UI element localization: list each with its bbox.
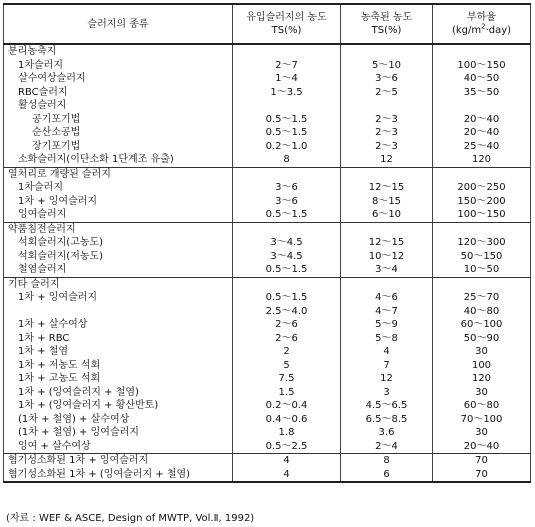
- sludge-type-cell: (1차 + 철염) + 살수여상: [4, 413, 233, 427]
- thickened-ts-cell: 8～15: [341, 195, 433, 209]
- loading-rate-cell: 25～70: [433, 291, 531, 305]
- table-row: [4, 99, 531, 113]
- sludge-type-cell: 석회슬러지(저농도): [4, 250, 233, 264]
- thickened-ts-cell: 5～8: [341, 332, 433, 346]
- table-row: [4, 291, 531, 305]
- loading-rate-cell: 40～80: [433, 305, 531, 319]
- sludge-type-cell: 혐기성소화된 1차 + 잉여슬러지: [4, 454, 233, 468]
- inflow-ts-cell: 0.2～0.4: [233, 399, 341, 413]
- sludge-type-cell: 1차슬러지: [4, 181, 233, 195]
- table-row: [4, 222, 531, 236]
- inflow-ts-cell: 0.5～1.5: [233, 126, 341, 140]
- sludge-type-cell: 장기포기법: [4, 140, 233, 154]
- loading-rate-cell: 50～90: [433, 332, 531, 346]
- header-loading-unit-a: (kg/m: [451, 25, 482, 36]
- header-thickened-line1: 농축된 농도: [360, 12, 413, 23]
- sludge-type-cell: 1차 + 저농도 석회: [4, 359, 233, 373]
- inflow-ts-cell: 0.5～2.5: [233, 440, 341, 454]
- loading-rate-cell: 70～100: [433, 413, 531, 427]
- thickened-ts-cell: 10～12: [341, 250, 433, 264]
- inflow-ts-cell: [233, 99, 341, 113]
- sludge-thickening-table: [3, 3, 531, 483]
- sludge-type-cell: 철염슬러지: [4, 263, 233, 277]
- inflow-ts-cell: 0.4～0.6: [233, 413, 341, 427]
- table-row: [4, 113, 531, 127]
- loading-rate-cell: [433, 222, 531, 236]
- table-row: [4, 140, 531, 154]
- inflow-ts-cell: 2～7: [233, 59, 341, 73]
- loading-rate-cell: 60～80: [433, 399, 531, 413]
- sludge-type-cell: 1차 + RBC: [4, 332, 233, 346]
- table-row: [4, 153, 531, 167]
- sludge-type-cell: 순산소공법: [4, 126, 233, 140]
- thickened-ts-cell: 3～6: [341, 72, 433, 86]
- header-loading-unit-sup: 2: [481, 22, 486, 31]
- sludge-type-cell: 열처리로 개량된 슬러지: [4, 167, 233, 181]
- inflow-ts-cell: 1～4: [233, 72, 341, 86]
- inflow-ts-cell: [233, 222, 341, 236]
- table-row: [4, 86, 531, 100]
- inflow-ts-cell: 0.5～1.5: [233, 291, 341, 305]
- thickened-ts-cell: [341, 167, 433, 181]
- loading-rate-cell: [433, 167, 531, 181]
- thickened-ts-cell: 5～9: [341, 318, 433, 332]
- inflow-ts-cell: 4: [233, 468, 341, 483]
- table-row: [4, 208, 531, 222]
- sludge-type-cell: 기타 슬러지: [4, 277, 233, 291]
- table-row: [4, 359, 531, 373]
- header-inflow-concentration: [233, 4, 341, 44]
- sludge-type-cell: 석회슬러지(고농도): [4, 236, 233, 250]
- sludge-type-cell: 잉여 + 살수여상: [4, 440, 233, 454]
- inflow-ts-cell: 2～6: [233, 332, 341, 346]
- loading-rate-cell: 40～50: [433, 72, 531, 86]
- sludge-type-cell: 1차슬러지: [4, 59, 233, 73]
- table-row: [4, 44, 531, 59]
- thickened-ts-cell: 8: [341, 454, 433, 468]
- loading-rate-cell: [433, 99, 531, 113]
- sludge-type-cell: 1차 + (잉여슬러지 + 철염): [4, 386, 233, 400]
- loading-rate-cell: [433, 44, 531, 59]
- sludge-type-cell: RBC슬러지: [4, 86, 233, 100]
- header-inflow-line2: TS(%): [271, 25, 302, 36]
- inflow-ts-cell: 2: [233, 345, 341, 359]
- table-body: [4, 44, 531, 482]
- table-row: [4, 181, 531, 195]
- inflow-ts-cell: 5: [233, 359, 341, 373]
- header-loading-unit-b: ·day): [485, 25, 512, 36]
- loading-rate-cell: 35～50: [433, 86, 531, 100]
- inflow-ts-cell: 0.5～1.5: [233, 208, 341, 222]
- table-row: [4, 236, 531, 250]
- table-row: [4, 386, 531, 400]
- sludge-type-cell: 1차 + 고농도 석회: [4, 372, 233, 386]
- thickened-ts-cell: [341, 44, 433, 59]
- header-sludge-type-label: 슬러지의 종류: [87, 18, 149, 30]
- inflow-ts-cell: 2.5～4.0: [233, 305, 341, 319]
- loading-rate-cell: 200～250: [433, 181, 531, 195]
- table-row: [4, 332, 531, 346]
- loading-rate-cell: 25～40: [433, 140, 531, 154]
- loading-rate-cell: 70: [433, 468, 531, 483]
- loading-rate-cell: 10～50: [433, 263, 531, 277]
- sludge-type-cell: [4, 305, 233, 319]
- table-row: [4, 454, 531, 468]
- thickened-ts-cell: 6: [341, 468, 433, 483]
- inflow-ts-cell: [233, 44, 341, 59]
- inflow-ts-cell: 1～3.5: [233, 86, 341, 100]
- thickened-ts-cell: 12: [341, 153, 433, 167]
- thickened-ts-cell: 12: [341, 372, 433, 386]
- sludge-type-cell: 혐기성소화된 1차 + (잉여슬러지 + 철염): [4, 468, 233, 483]
- sludge-type-cell: 활성슬러지: [4, 99, 233, 113]
- thickened-ts-cell: 4.5～6.5: [341, 399, 433, 413]
- inflow-ts-cell: 7.5: [233, 372, 341, 386]
- loading-rate-cell: 20～40: [433, 440, 531, 454]
- inflow-ts-cell: 8: [233, 153, 341, 167]
- thickened-ts-cell: 6.5～8.5: [341, 413, 433, 427]
- thickened-ts-cell: 2～4: [341, 440, 433, 454]
- inflow-ts-cell: 3～6: [233, 181, 341, 195]
- loading-rate-cell: 50～150: [433, 250, 531, 264]
- header-sludge-type: [4, 4, 233, 44]
- inflow-ts-cell: [233, 167, 341, 181]
- table-row: [4, 345, 531, 359]
- table-row: [4, 263, 531, 277]
- inflow-ts-cell: 3～4.5: [233, 250, 341, 264]
- loading-rate-cell: 100～150: [433, 59, 531, 73]
- sludge-type-cell: 소화슬러지(이단소화 1단계조 유출): [4, 153, 233, 167]
- table-row: [4, 440, 531, 454]
- inflow-ts-cell: 0.5～1.5: [233, 263, 341, 277]
- loading-rate-cell: 20～40: [433, 126, 531, 140]
- inflow-ts-cell: 1.5: [233, 386, 341, 400]
- thickened-ts-cell: 2～3: [341, 140, 433, 154]
- loading-rate-cell: 120～300: [433, 236, 531, 250]
- thickened-ts-cell: 5～10: [341, 59, 433, 73]
- sludge-type-cell: 약품침전슬러지: [4, 222, 233, 236]
- table-row: [4, 413, 531, 427]
- sludge-type-cell: 공기포기법: [4, 113, 233, 127]
- sludge-type-cell: (1차 + 철염) + 잉여슬러지: [4, 426, 233, 440]
- loading-rate-cell: 30: [433, 386, 531, 400]
- thickened-ts-cell: 7: [341, 359, 433, 373]
- loading-rate-cell: 150～200: [433, 195, 531, 209]
- source-note: (자료 : WEF & ASCE, Design of MWTP, Vol.Ⅱ, 1992): [6, 513, 255, 524]
- inflow-ts-cell: 0.2～1.0: [233, 140, 341, 154]
- sludge-type-cell: 1차 + 철염: [4, 345, 233, 359]
- table-header-row: [4, 4, 531, 44]
- thickened-ts-cell: 3.6: [341, 426, 433, 440]
- inflow-ts-cell: 1.8: [233, 426, 341, 440]
- inflow-ts-cell: 2～6: [233, 318, 341, 332]
- loading-rate-cell: 30: [433, 426, 531, 440]
- loading-rate-cell: 120: [433, 153, 531, 167]
- inflow-ts-cell: 3～4.5: [233, 236, 341, 250]
- thickened-ts-cell: [341, 277, 433, 291]
- table-row: [4, 72, 531, 86]
- sludge-type-cell: 1차 + (잉여슬러지 + 황산반토): [4, 399, 233, 413]
- header-thickened-line2: TS(%): [371, 25, 402, 36]
- inflow-ts-cell: 4: [233, 454, 341, 468]
- thickened-ts-cell: 2～3: [341, 126, 433, 140]
- table-row: [4, 372, 531, 386]
- header-loading-line1: 부하율: [467, 12, 496, 23]
- sludge-type-cell: 살수여상슬러지: [4, 72, 233, 86]
- loading-rate-cell: [433, 277, 531, 291]
- table-row: [4, 318, 531, 332]
- sludge-type-cell: 1차 + 잉여슬러지: [4, 195, 233, 209]
- table-row: [4, 277, 531, 291]
- table-row: [4, 399, 531, 413]
- header-inflow-line1: 유입슬러지의 농도: [246, 12, 327, 23]
- inflow-ts-cell: 0.5～1.5: [233, 113, 341, 127]
- thickened-ts-cell: 12～15: [341, 236, 433, 250]
- inflow-ts-cell: 3～6: [233, 195, 341, 209]
- header-loading-rate: [433, 4, 531, 44]
- header-thickened-concentration: [341, 4, 433, 44]
- thickened-ts-cell: 2～5: [341, 86, 433, 100]
- thickened-ts-cell: 3～4: [341, 263, 433, 277]
- loading-rate-cell: 120: [433, 372, 531, 386]
- thickened-ts-cell: [341, 99, 433, 113]
- sludge-type-cell: 잉여슬러지: [4, 208, 233, 222]
- sludge-type-cell: 1차 + 잉여슬러지: [4, 291, 233, 305]
- loading-rate-cell: 70: [433, 454, 531, 468]
- thickened-ts-cell: 3: [341, 386, 433, 400]
- table-row: [4, 468, 531, 483]
- thickened-ts-cell: 4: [341, 345, 433, 359]
- sludge-type-cell: 1차 + 살수여상: [4, 318, 233, 332]
- table-row: [4, 59, 531, 73]
- loading-rate-cell: 60～100: [433, 318, 531, 332]
- thickened-ts-cell: 6～10: [341, 208, 433, 222]
- table-row: [4, 305, 531, 319]
- thickened-ts-cell: [341, 222, 433, 236]
- thickened-ts-cell: 2～3: [341, 113, 433, 127]
- inflow-ts-cell: [233, 277, 341, 291]
- sludge-type-cell: 분리농축지: [4, 44, 233, 59]
- table-row: [4, 195, 531, 209]
- loading-rate-cell: 100: [433, 359, 531, 373]
- loading-rate-cell: 20～40: [433, 113, 531, 127]
- thickened-ts-cell: 4～6: [341, 291, 433, 305]
- thickened-ts-cell: 12～15: [341, 181, 433, 195]
- thickened-ts-cell: 4～7: [341, 305, 433, 319]
- table-row: [4, 426, 531, 440]
- loading-rate-cell: 100～150: [433, 208, 531, 222]
- table-row: [4, 250, 531, 264]
- table-row: [4, 126, 531, 140]
- table-row: [4, 167, 531, 181]
- loading-rate-cell: 30: [433, 345, 531, 359]
